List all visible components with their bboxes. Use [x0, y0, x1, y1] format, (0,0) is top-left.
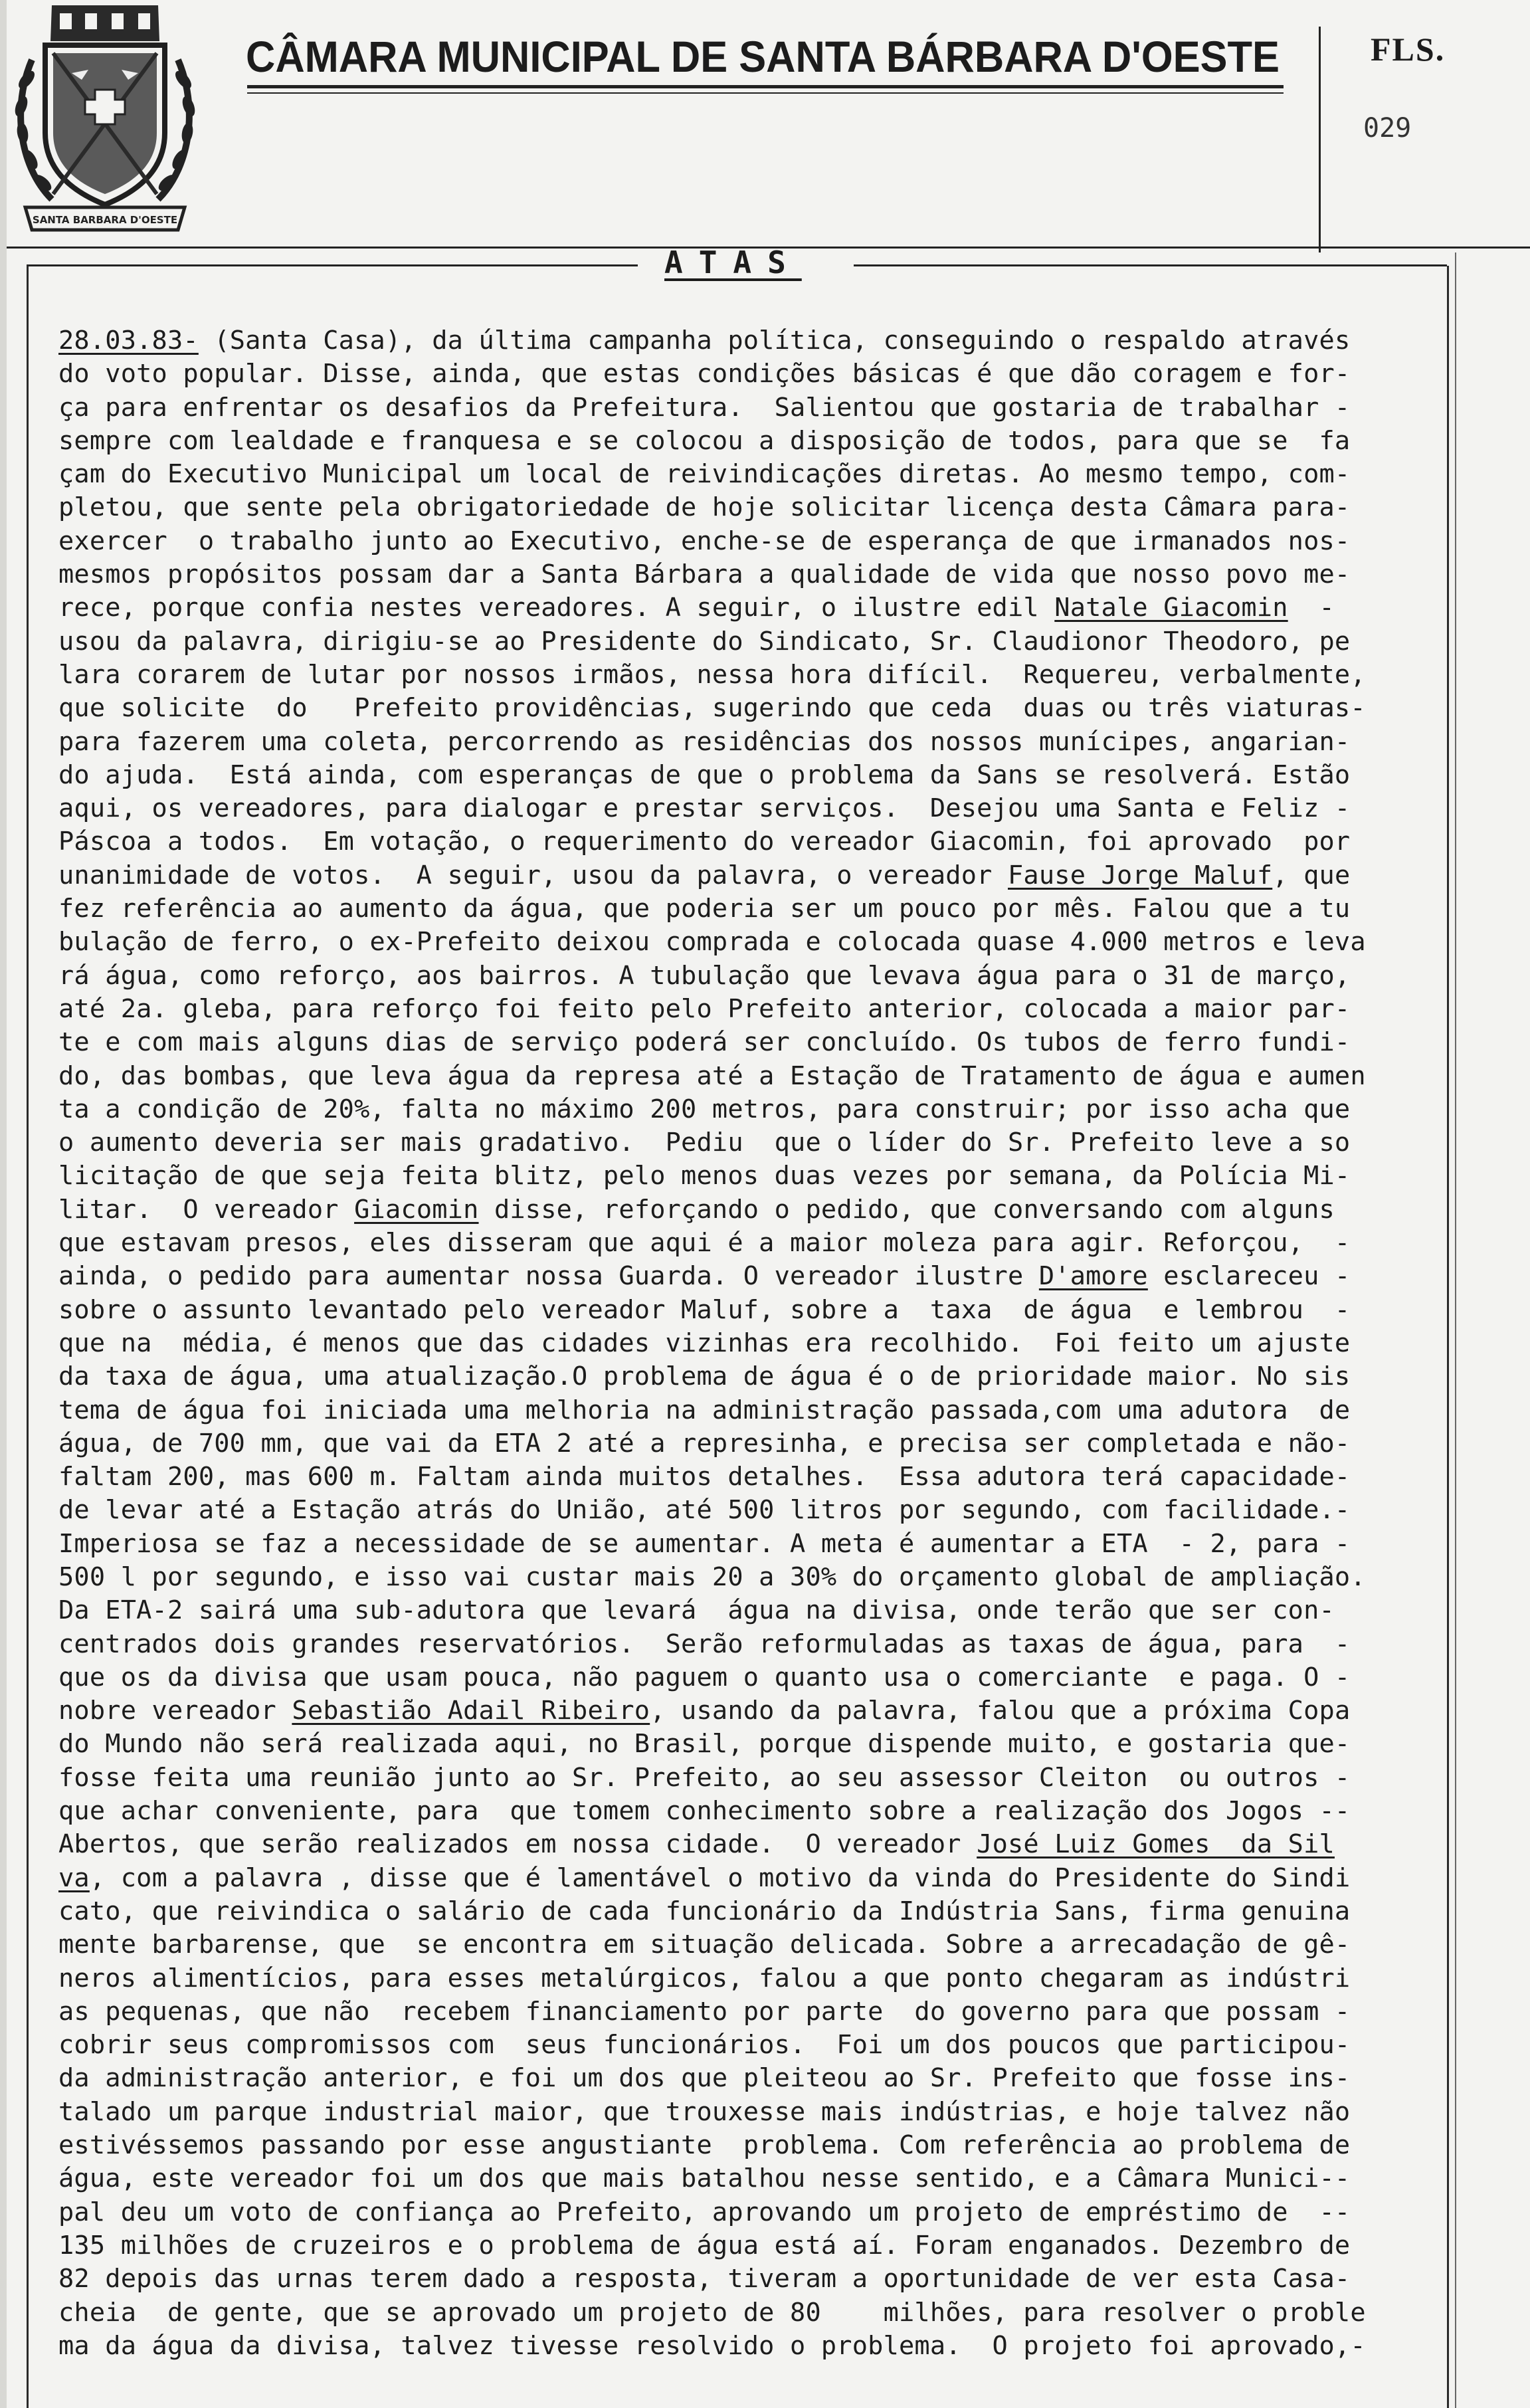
text-segment: fosse feita uma reunião junto ao Sr. Prefeito, ao seu assessor Cleiton ou outros - [58, 1762, 1351, 1793]
text-segment: que achar conveniente, para que tomem conhecimento sobre a realização dos Jogos -- [58, 1796, 1351, 1827]
text-line [58, 1594, 1454, 1627]
text-segment: centrados dois grandes reservatórios. Serão reformuladas as taxas de água, para - [58, 1629, 1351, 1659]
text-segment: ma da água da divisa, talvez tivesse resolvido o problema. O projeto foi aprovado,- [58, 2330, 1366, 2361]
text-line [58, 458, 1454, 491]
text-line [58, 2296, 1454, 2330]
text-line [58, 1628, 1454, 1661]
text-segment: rece, porque confia nestes vereadores. A seguir, o ilustre edil [58, 593, 1055, 623]
text-segment: para fazerem uma coleta, percorrendo as residências dos nossos munícipes, angarian- [58, 726, 1351, 757]
text-line [58, 1460, 1454, 1494]
text-segment: , que [1272, 860, 1351, 890]
text-line [58, 1528, 1454, 1561]
text-segment: água, de 700 mm, que vai da ETA 2 até a represinha, e precisa ser completada e não- [58, 1428, 1351, 1458]
text-line [58, 2196, 1454, 2229]
text-line [58, 1360, 1454, 1393]
text-segment: mente barbarense, que se encontra em situação delicada. Sobre a arrecadação de gê- [58, 1930, 1351, 1960]
municipal-coat-of-arms-icon [5, 0, 205, 239]
text-line [58, 425, 1454, 458]
text-segment: Abertos, que serão realizados em nossa cidade. O vereador [58, 1829, 977, 1860]
text-line [58, 1093, 1454, 1126]
text-segment: que na média, é menos que das cidades vizinhas era recolhido. Foi feito um ajuste [58, 1328, 1351, 1358]
text-line [58, 892, 1454, 926]
text-segment: rá água, como reforço, aos bairros. A tubulação que levava água para o 31 de março, [58, 960, 1351, 991]
text-line [58, 2262, 1454, 2296]
text-segment: 82 depois das urnas terem dado a resposta, tiveram a oportunidade de ver esta Casa- [58, 2264, 1351, 2294]
text-line [58, 792, 1454, 825]
text-line [58, 1694, 1454, 1728]
text-segment: do ajuda. Está ainda, com esperanças de que o problema da Sans se resolverá. Estão [58, 759, 1351, 790]
text-segment: da taxa de água, uma atualização.O problema de água é o de prioridade maior. No sis [58, 1361, 1351, 1392]
text-line [58, 558, 1454, 591]
underlined-name: 28.03.83- [58, 326, 199, 355]
text-line [58, 2229, 1454, 2262]
text-line [58, 759, 1454, 792]
text-segment: usou da palavra, dirigiu-se ao Presidente do Sindicato, Sr. Claudionor Theodoro, pe [58, 626, 1351, 656]
text-segment: Imperiosa se faz a necessidade de se aumentar. A meta é aumentar a ETA - 2, para - [58, 1528, 1351, 1559]
text-line [58, 1661, 1454, 1694]
minutes-body [58, 324, 1454, 2363]
text-segment: até 2a. gleba, para reforço foi feito pelo Prefeito anterior, colocada a maior par- [58, 993, 1351, 1024]
text-line [58, 1260, 1454, 1293]
text-line [58, 1026, 1454, 1059]
text-segment: fez referência ao aumento da água, que poderia ser um pouco por mês. Falou que a tu [58, 894, 1351, 924]
text-line [58, 2062, 1454, 2095]
text-segment: nobre vereador [58, 1696, 292, 1726]
text-segment: ta a condição de 20%, falta no máximo 200 metros, para construir; por isso acha que [58, 1094, 1351, 1124]
text-line [58, 1828, 1454, 1861]
text-segment: que os da divisa que usam pouca, não paguem o quanto usa o comerciante e paga. O - [58, 1662, 1351, 1692]
text-segment: bulação de ferro, o ex-Prefeito deixou comprada e colocada quase 4.000 metros e leva [58, 927, 1366, 957]
text-line [58, 1728, 1454, 1761]
underlined-name: José Luiz Gomes da Sil [977, 1829, 1335, 1860]
text-line [58, 324, 1454, 357]
page-binding-edge [0, 0, 7, 2408]
text-segment: ainda, o pedido para aumentar nossa Guarda. O vereador ilustre [58, 1261, 1039, 1292]
text-segment: cobrir seus compromissos com seus funcionários. Foi um dos poucos que participou- [58, 2030, 1351, 2060]
folio-number: 029 [1363, 113, 1412, 144]
chamber-title: CÂMARA MUNICIPAL DE SANTA BÁRBARA D'OESTE [246, 32, 1280, 81]
text-line [58, 2029, 1454, 2062]
page-frame-left [27, 266, 29, 2408]
text-line [58, 2096, 1454, 2129]
text-segment: neros alimentícios, para esses metalúrgicos, falou a que ponto chegaram as indústri [58, 1963, 1351, 1993]
text-line [58, 625, 1454, 658]
underlined-name: Giacomin [354, 1194, 479, 1225]
text-line [58, 391, 1454, 425]
text-line [58, 1193, 1454, 1227]
text-line [58, 692, 1454, 725]
text-line [58, 1159, 1454, 1193]
text-segment: disse, reforçando o pedido, que conversando com alguns [478, 1194, 1335, 1225]
text-segment: estivéssemos passando por esse angustiante problema. Com referência ao problema de [58, 2130, 1351, 2161]
text-segment: çam do Executivo Municipal um local de reivindicações diretas. Ao mesmo tempo, com- [58, 459, 1351, 490]
text-segment: aqui, os vereadores, para dialogar e prestar serviços. Desejou uma Santa e Feliz - [58, 793, 1351, 824]
text-segment: exercer o trabalho junto ao Executivo, enche-se de esperança de que irmanados nos- [58, 526, 1351, 556]
text-segment: do Mundo não será realizada aqui, no Brasil, porque dispende muito, e gostaria que- [58, 1729, 1351, 1759]
text-line [58, 1895, 1454, 1928]
text-line [58, 726, 1454, 759]
section-title: ATAS [664, 245, 802, 280]
text-line [58, 825, 1454, 858]
text-line [58, 1294, 1454, 1327]
text-line [58, 2162, 1454, 2195]
text-segment: que estavam presos, eles disseram que aqui é a maior moleza para agir. Reforçou, - [58, 1228, 1351, 1258]
text-segment: Da ETA-2 sairá uma sub-adutora que levará água na divisa, onde terão que ser con- [58, 1595, 1335, 1626]
text-segment: água, este vereador foi um dos que mais batalhou nesse sentido, e a Câmara Munici-- [58, 2163, 1351, 2194]
text-line [58, 1327, 1454, 1360]
text-segment: - [1288, 593, 1335, 623]
text-segment: sobre o assunto levantado pelo vereador Maluf, sobre a taxa de água e lembrou - [58, 1294, 1351, 1325]
text-line [58, 357, 1454, 391]
text-segment: mesmos propósitos possam dar a Santa Bárbara a qualidade de vida que nosso povo me- [58, 559, 1351, 590]
text-segment: , usando da palavra, falou que a próxima Copa [650, 1696, 1351, 1726]
text-segment: cato, que reivindica o salário de cada funcionário da Indústria Sans, firma genuina [58, 1896, 1351, 1926]
text-line [58, 993, 1454, 1026]
text-segment: que solicite do Prefeito providências, sugerindo que ceda duas ou três viaturas- [58, 693, 1366, 724]
text-segment: licitação de que seja feita blitz, pelo menos duas vezes por semana, da Polícia Mi- [58, 1161, 1351, 1191]
text-segment: sempre com lealdade e franquesa e se colocou a disposição de todos, para que se fa [58, 425, 1351, 456]
underlined-name: D'amore [1038, 1261, 1148, 1292]
text-line [58, 525, 1454, 558]
underlined-name: Sebastião Adail Ribeiro [292, 1696, 650, 1726]
text-line [58, 2330, 1454, 2363]
text-line [58, 491, 1454, 524]
text-segment: do, das bombas, que leva água da represa até a Estação de Tratamento de água e aumen [58, 1060, 1366, 1091]
text-line [58, 1561, 1454, 1594]
text-line [58, 959, 1454, 993]
text-segment: litar. O vereador [58, 1194, 355, 1225]
text-segment: Páscoa a todos. Em votação, o requerimento do vereador Giacomin, foi aprovado por [58, 827, 1351, 857]
text-segment: pletou, que sente pela obrigatoriedade de hoje solicitar licença desta Câmara para- [58, 492, 1351, 523]
crest-ribbon-text: SANTA BARBARA D'OESTE [32, 214, 178, 226]
text-line [58, 1126, 1454, 1159]
text-segment: ça para enfrentar os desafios da Prefeitura. Salientou que gostaria de trabalhar - [58, 392, 1351, 423]
text-line [58, 926, 1454, 959]
text-line [58, 1962, 1454, 1995]
text-line [58, 1494, 1454, 1527]
title-underline [247, 85, 1284, 88]
text-line [58, 1060, 1454, 1093]
text-segment: cheia de gente, que se aprovado um projeto de 80 milhões, para resolver o proble [58, 2297, 1366, 2328]
text-line [58, 658, 1454, 692]
text-line [58, 1227, 1454, 1260]
text-line [58, 2129, 1454, 2162]
page-frame-right-outer [1455, 252, 1456, 2408]
text-segment: faltam 200, mas 600 m. Faltam ainda muitos detalhes. Essa adutora terá capacidade- [58, 1462, 1351, 1492]
text-line [58, 1427, 1454, 1460]
text-segment: de levar até a Estação atrás do União, até 500 litros por segundo, com facilidade.- [58, 1495, 1351, 1526]
text-line [58, 1761, 1454, 1795]
header-divider [1319, 27, 1321, 252]
text-segment: 135 milhões de cruzeiros e o problema de água está aí. Foram enganados. Dezembro de [58, 2230, 1351, 2260]
underlined-name: Natale Giacomin [1054, 593, 1288, 623]
text-segment: o aumento deveria ser mais gradativo. Pediu que o líder do Sr. Prefeito leve a so [58, 1128, 1351, 1158]
text-segment: 500 l por segundo, e isso vai custar mais 20 a 30% do orçamento global de ampliação. [58, 1561, 1366, 1592]
text-line [58, 1795, 1454, 1828]
text-segment: (Santa Casa), da última campanha política, conseguindo o respaldo através [198, 326, 1351, 355]
section-rule-right [854, 264, 1447, 266]
text-line [58, 1928, 1454, 1961]
title-underline-thin [247, 92, 1284, 94]
text-line [58, 1862, 1454, 1895]
text-segment: talado um parque industrial maior, que trouxesse mais indústrias, e hoje talvez não [58, 2096, 1351, 2127]
text-segment: unanimidade de votos. A seguir, usou da palavra, o vereador [58, 860, 1008, 890]
text-segment: pal deu um voto de confiança ao Prefeito, aprovando um projeto de empréstimo de -- [58, 2197, 1351, 2227]
text-segment: da administração anterior, e foi um dos que pleiteou ao Sr. Prefeito que fosse ins- [58, 2063, 1351, 2094]
text-line [58, 1394, 1454, 1427]
text-segment: lara corarem de lutar por nossos irmãos, nessa hora difícil. Requereu, verbalmente, [58, 659, 1366, 690]
text-segment: esclareceu - [1147, 1261, 1351, 1292]
text-segment: as pequenas, que não recebem financiamento por parte do governo para que possam - [58, 1996, 1351, 2027]
text-segment: , com a palavra , disse que é lamentável o motivo da vinda do Presidente do Sindi [89, 1862, 1351, 1893]
text-segment: tema de água foi iniciada uma melhoria na administração passada,com uma adutora de [58, 1395, 1351, 1425]
underlined-name: va [58, 1862, 90, 1893]
text-line [58, 1995, 1454, 2029]
text-line [58, 591, 1454, 625]
text-segment: do voto popular. Disse, ainda, que estas condições básicas é que dão coragem e for- [58, 359, 1351, 389]
underlined-name: Fause Jorge Maluf [1008, 860, 1273, 890]
text-segment: te e com mais alguns dias de serviço poderá ser concluído. Os tubos de ferro fundi- [58, 1027, 1351, 1058]
folio-label: FLS. [1371, 31, 1446, 68]
section-rule-left [27, 264, 638, 266]
text-line [58, 859, 1454, 892]
